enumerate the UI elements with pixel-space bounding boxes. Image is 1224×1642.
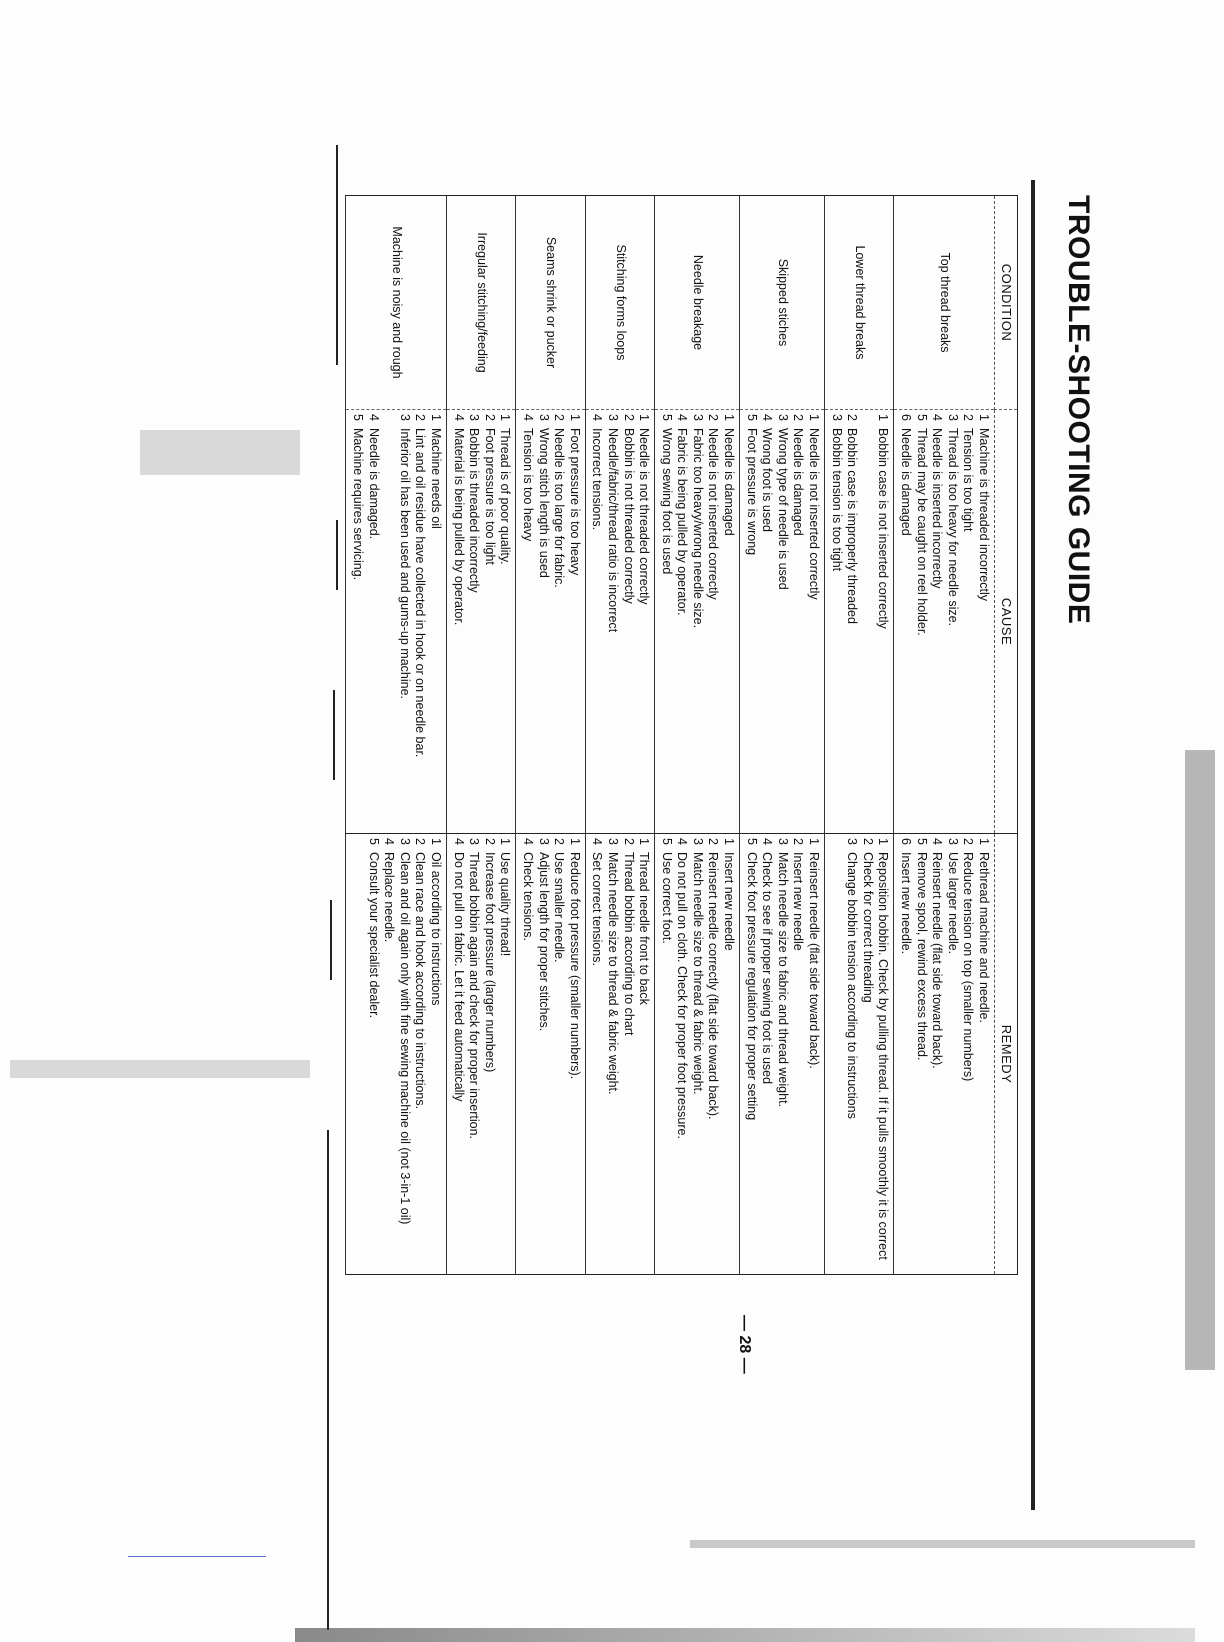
- remedy-text: Thread needle front to back: [637, 852, 652, 1005]
- cause-number: 2: [482, 414, 497, 421]
- cause-item: [396, 414, 412, 829]
- remedy-number: 5: [659, 838, 674, 845]
- cause-item: [913, 414, 929, 829]
- cause-item: [975, 414, 991, 829]
- cause-item: [381, 414, 397, 829]
- condition-cell: Needle breakage: [655, 196, 740, 410]
- remedy-number: 2: [791, 838, 806, 845]
- remedy-item: [620, 838, 636, 1270]
- remedy-number: 4: [930, 838, 945, 845]
- cause-text: Needle is too large for fabric.: [552, 428, 567, 588]
- cause-item: [412, 414, 428, 829]
- remedy-item: [875, 838, 891, 1270]
- remedy-text: Thread bobbin again and check for proper insertion.: [467, 852, 482, 1139]
- remedy-cell: [740, 834, 825, 1275]
- cause-text: Fabric is being pulled by operator.: [675, 428, 690, 616]
- cause-item: [743, 414, 759, 829]
- cause-text: Needle is not inserted correctly: [807, 428, 822, 600]
- cause-number: 5: [351, 414, 366, 421]
- remedy-item: [412, 838, 428, 1270]
- cause-text: Bobbin case is not inserted correctly: [876, 428, 891, 629]
- table-row: [516, 196, 585, 1275]
- cause-number: 2: [706, 414, 721, 421]
- remedy-item: [450, 838, 466, 1270]
- remedy-number: 3: [536, 838, 551, 845]
- remedy-text: Check for correct threading: [860, 852, 875, 1003]
- cause-item: [589, 414, 605, 829]
- remedy-text: Adjust length for proper stitches.: [536, 852, 551, 1032]
- remedy-item: [805, 838, 821, 1270]
- cause-text: Wrong sewing foot is used: [659, 428, 674, 575]
- cause-item: [828, 414, 844, 829]
- cause-number: 5: [659, 414, 674, 421]
- cause-number: 3: [690, 414, 705, 421]
- remedy-text: Insert new needle.: [899, 852, 914, 955]
- remedy-text: Check to see if proper sewing foot is used: [760, 852, 775, 1085]
- remedy-number: 3: [775, 838, 790, 845]
- cause-text: Needle is damaged: [791, 428, 806, 536]
- remedy-item: [636, 838, 652, 1270]
- remedy-text: Match needle size to fabric and thread weight.: [775, 852, 790, 1108]
- remedy-item: [743, 838, 759, 1270]
- remedy-item: [689, 838, 705, 1270]
- remedy-text: Increase foot pressure (larger numbers): [482, 852, 497, 1073]
- remedy-item: [519, 838, 535, 1270]
- scan-bottom-edge: [295, 1628, 1195, 1642]
- remedy-text: Clean and oil again only with fine sewing machine oil (not 3-in-1 oil): [397, 852, 412, 1225]
- table-row: [655, 196, 740, 1275]
- remedy-item: [381, 838, 397, 1270]
- table-body: [346, 196, 995, 1275]
- remedy-text: Do not pull on fabric. Let it feed automatically: [451, 852, 466, 1102]
- remedy-item: [844, 838, 860, 1270]
- cause-text: Machine is threaded incorrectly: [977, 428, 991, 601]
- cause-item: [705, 414, 721, 829]
- remedy-item: [859, 838, 875, 1270]
- cause-cell: [516, 410, 585, 834]
- cause-item: [790, 414, 806, 829]
- remedy-text: Reduce foot pressure (smaller numbers).: [567, 852, 582, 1080]
- cause-text: Material is being pulled by operator.: [451, 428, 466, 626]
- cause-text: Fabric too heavy/wrong needle size.: [690, 428, 705, 629]
- trouble-shooting-table: [345, 195, 1018, 1275]
- cause-item: [875, 414, 891, 829]
- condition-cell: Lower thread breaks: [825, 196, 894, 410]
- cause-item: [349, 414, 365, 829]
- cause-number: 3: [829, 414, 844, 421]
- remedy-number: 5: [744, 838, 759, 845]
- remedy-item: [897, 838, 913, 1270]
- remedy-number: 1: [977, 838, 991, 845]
- cause-number: 3: [605, 414, 620, 421]
- cause-number: 1: [637, 414, 652, 421]
- remedy-item: [913, 838, 929, 1270]
- table-row: [346, 196, 447, 1275]
- cause-text: Bobbin case is improperly threaded: [845, 428, 860, 624]
- cause-item: [721, 414, 737, 829]
- remedy-cell: [825, 834, 894, 1275]
- cause-number: 1: [807, 414, 822, 421]
- rotated-page: [195, 180, 1095, 1520]
- cause-number: 6: [899, 414, 914, 421]
- cause-number: 4: [451, 414, 466, 421]
- remedy-item: [759, 838, 775, 1270]
- remedy-number: 4: [675, 838, 690, 845]
- remedy-text: Reposition bobbin. Check by pulling thread. If it pulls smoothly it is correct: [876, 852, 891, 1260]
- cause-text: Tension is too tight: [961, 428, 976, 532]
- cause-item: [859, 414, 875, 829]
- cause-text: Inferior oil has been used and gums-up machine.: [397, 428, 412, 699]
- remedy-item: [589, 838, 605, 1270]
- cause-item: [551, 414, 567, 829]
- remedy-item: [535, 838, 551, 1270]
- cause-text: Thread is of poor quality.: [498, 428, 513, 565]
- cause-number: 4: [590, 414, 605, 421]
- cause-cell: [825, 410, 894, 834]
- remedy-number: 3: [845, 838, 860, 845]
- remedy-item: [774, 838, 790, 1270]
- remedy-number: 2: [621, 838, 636, 845]
- cause-cell: [894, 410, 995, 834]
- condition-cell: Irregular stitching/feeding: [447, 196, 516, 410]
- cause-item: [365, 414, 381, 829]
- cause-number: 2: [845, 414, 860, 421]
- remedy-item: [481, 838, 497, 1270]
- remedy-item: [396, 838, 412, 1270]
- cause-cell: [447, 410, 516, 834]
- remedy-text: Set correct tensions.: [590, 852, 605, 966]
- cause-text: Needle/fabric/thread ratio is incorrect: [605, 428, 620, 633]
- remedy-item: [929, 838, 945, 1270]
- cause-number: 2: [791, 414, 806, 421]
- remedy-item: [705, 838, 721, 1270]
- cause-text: Needle is not inserted correctly: [706, 428, 721, 600]
- remedy-item: [551, 838, 567, 1270]
- table-row: [447, 196, 516, 1275]
- remedy-number: 1: [637, 838, 652, 845]
- remedy-text: Reduce tension on top (smaller numbers): [961, 852, 976, 1082]
- cause-number: 2: [552, 414, 567, 421]
- remedy-number: 6: [899, 838, 914, 845]
- remedy-item: [604, 838, 620, 1270]
- cause-number: [381, 414, 397, 428]
- remedy-number: 3: [605, 838, 620, 845]
- remedy-cell: [655, 834, 740, 1275]
- remedy-item: [365, 838, 381, 1270]
- remedy-number: 1: [429, 838, 443, 845]
- remedy-number: 4: [590, 838, 605, 845]
- scan-grey-bar: [690, 1540, 1195, 1548]
- remedy-text: Rethread machine and needle.: [977, 852, 991, 1023]
- cause-number: 3: [775, 414, 790, 421]
- cause-item: [774, 414, 790, 829]
- cause-text: Bobbin is not threaded correctly: [621, 428, 636, 604]
- cause-item: [604, 414, 620, 829]
- cause-item: [689, 414, 705, 829]
- remedy-cell: [447, 834, 516, 1275]
- remedy-item: [497, 838, 513, 1270]
- cause-text: Incorrect tensions.: [590, 428, 605, 531]
- table-row: [740, 196, 825, 1275]
- cause-item: [897, 414, 913, 829]
- remedy-text: Use quality thread!: [498, 852, 513, 957]
- cause-number: 2: [413, 414, 428, 421]
- cause-number: 1: [498, 414, 513, 421]
- remedy-cell: [346, 834, 447, 1275]
- remedy-text: Consult your specialist dealer.: [366, 852, 381, 1019]
- cause-item: [450, 414, 466, 829]
- cause-item: [658, 414, 674, 829]
- cause-item: [620, 414, 636, 829]
- cause-text: Bobbin is threaded incorrectly: [467, 428, 482, 593]
- cause-item: [519, 414, 535, 829]
- remedy-item: [674, 838, 690, 1270]
- remedy-number: 5: [366, 838, 381, 845]
- cause-text: Bobbin tension is too tight: [829, 428, 844, 572]
- cause-number: 3: [467, 414, 482, 421]
- remedy-text: Oil according to instructions: [429, 852, 443, 1006]
- cause-item: [759, 414, 775, 829]
- remedy-cell: [516, 834, 585, 1275]
- remedy-text: Reinsert needle (flat side toward back).: [807, 852, 822, 1069]
- cause-number: 1: [977, 414, 991, 421]
- remedy-text: Change bobbin tension according to instructions: [845, 852, 860, 1119]
- remedy-number: 1: [876, 838, 891, 845]
- remedy-cell: [894, 834, 995, 1275]
- cause-text: Lint and oil residue have collected in hook or on needle bar.: [413, 428, 428, 758]
- title-rule: [1031, 180, 1035, 1510]
- remedy-text: Thread bobbin according to chart: [621, 852, 636, 1036]
- remedy-number: 4: [451, 838, 466, 845]
- remedy-item: [960, 838, 976, 1270]
- remedy-text: Do not pull on cloth. Check for proper foot pressure.: [675, 852, 690, 1139]
- remedy-text: Check foot pressure regulation for proper setting: [744, 852, 759, 1121]
- remedy-item: [721, 838, 737, 1270]
- cause-text: Foot pressure is too heavy: [567, 428, 582, 576]
- remedy-cell: [585, 834, 654, 1275]
- remedy-item: [427, 838, 443, 1270]
- cause-item: [805, 414, 821, 829]
- cause-number: 4: [675, 414, 690, 421]
- table-row: [894, 196, 995, 1275]
- cause-number: 2: [621, 414, 636, 421]
- remedy-item: [975, 838, 991, 1270]
- cause-number: 3: [536, 414, 551, 421]
- remedy-text: Check tensions.: [520, 852, 535, 941]
- cause-number: 4: [760, 414, 775, 421]
- cause-item: [844, 414, 860, 829]
- remedy-text: Reinsert needle correctly (flat side toward back).: [706, 852, 721, 1120]
- cause-item: [566, 414, 582, 829]
- remedy-number: 4: [520, 838, 535, 845]
- table-row: [585, 196, 654, 1275]
- remedy-number: 2: [860, 838, 875, 845]
- cause-text: Machine requires servicing.: [351, 428, 366, 581]
- cause-text: Thread is too heavy for needle size.: [945, 428, 960, 627]
- cause-cell: [655, 410, 740, 834]
- remedy-number: 3: [397, 838, 412, 845]
- cause-text: Needle is damaged: [722, 428, 737, 536]
- remedy-item: [944, 838, 960, 1270]
- condition-cell: Top thread breaks: [894, 196, 995, 410]
- remedy-number: 2: [706, 838, 721, 845]
- cause-text: Needle is damaged.: [366, 428, 381, 540]
- remedy-number: 1: [722, 838, 737, 845]
- condition-cell: Stitching forms loops: [585, 196, 654, 410]
- remedy-number: 2: [482, 838, 497, 845]
- cause-cell: [346, 410, 447, 834]
- remedy-text: Clean race and hook according to instructions.: [413, 852, 428, 1110]
- cause-number: 1: [429, 414, 443, 421]
- remedy-text: Reinsert needle (flat side toward back).: [930, 852, 945, 1069]
- header-remedy: REMEDY: [995, 834, 1018, 1275]
- remedy-item: [658, 838, 674, 1270]
- cause-number: 1: [722, 414, 737, 421]
- cause-item: [497, 414, 513, 829]
- remedy-number: 3: [945, 838, 960, 845]
- header-condition: CONDITION: [995, 196, 1018, 410]
- remedy-item: [566, 838, 582, 1270]
- remedy-number: 1: [567, 838, 582, 845]
- remedy-number: 3: [690, 838, 705, 845]
- remedy-item: [466, 838, 482, 1270]
- remedy-text: Use smaller needle.: [552, 852, 567, 963]
- page-number: — 28 —: [736, 1315, 753, 1374]
- cause-item: [481, 414, 497, 829]
- cause-text: Needle is inserted incorrectly: [930, 428, 945, 589]
- cause-text: Needle is not threaded correctly: [637, 428, 652, 605]
- cause-number: 1: [567, 414, 582, 421]
- cause-text: Wrong type of needle is used: [775, 428, 790, 590]
- cause-cell: [740, 410, 825, 834]
- remedy-number: 4: [382, 838, 397, 845]
- cause-text: Wrong foot is used: [760, 428, 775, 532]
- cause-text: Thread may be caught on reel holder.: [914, 428, 929, 636]
- cause-number: 4: [930, 414, 945, 421]
- remedy-number: 1: [498, 838, 513, 845]
- page-title: TROUBLE-SHOOTING GUIDE: [1062, 195, 1095, 625]
- remedy-number: 5: [914, 838, 929, 845]
- remedy-number: 3: [467, 838, 482, 845]
- cause-number: 1: [876, 414, 891, 421]
- remedy-text: Match needle size to thread & fabric weight.: [605, 852, 620, 1095]
- cause-number: [859, 414, 875, 428]
- cause-item: [929, 414, 945, 829]
- scan-speckle: [1185, 750, 1215, 1370]
- scan-blue-line: [128, 1556, 266, 1557]
- remedy-number: 2: [413, 838, 428, 845]
- remedy-text: Replace needle.: [382, 852, 397, 943]
- cause-number: 4: [366, 414, 381, 421]
- remedy-number: 2: [552, 838, 567, 845]
- remedy-text: Use larger needle.: [945, 852, 960, 955]
- remedy-number: 1: [807, 838, 822, 845]
- remedy-text: Match needle size to thread & fabric weight.: [690, 852, 705, 1095]
- cause-text: Needle is damaged: [899, 428, 914, 536]
- cause-number: 3: [945, 414, 960, 421]
- cause-item: [427, 414, 443, 829]
- table-row: [825, 196, 894, 1275]
- remedy-text: Insert new needle: [791, 852, 806, 951]
- cause-item: [944, 414, 960, 829]
- cause-cell: [585, 410, 654, 834]
- cause-number: 4: [520, 414, 535, 421]
- cause-number: 2: [961, 414, 976, 421]
- cause-number: 5: [744, 414, 759, 421]
- remedy-text: Remove spool, rewind excess thread.: [914, 852, 929, 1061]
- condition-cell: Skipped stiches: [740, 196, 825, 410]
- condition-cell: Machine is noisy and rough: [346, 196, 447, 410]
- cause-text: Foot pressure is too light: [482, 428, 497, 565]
- remedy-number: 4: [760, 838, 775, 845]
- cause-text: Machine needs oil: [429, 428, 443, 529]
- condition-cell: Seams shrink or pucker: [516, 196, 585, 410]
- cause-item: [466, 414, 482, 829]
- remedy-text: Use correct foot.: [659, 852, 674, 944]
- cause-text: Wrong stitch length is used: [536, 428, 551, 578]
- cause-item: [535, 414, 551, 829]
- cause-text: Foot pressure is wrong: [744, 428, 759, 556]
- header-cause: CAUSE: [995, 410, 1018, 834]
- cause-number: 5: [914, 414, 929, 421]
- remedy-text: Insert new needle: [722, 852, 737, 951]
- remedy-number: 2: [961, 838, 976, 845]
- cause-item: [674, 414, 690, 829]
- cause-text: [381, 428, 397, 829]
- cause-item: [960, 414, 976, 829]
- cause-number: 3: [397, 414, 412, 421]
- cause-text: [859, 428, 875, 829]
- cause-item: [636, 414, 652, 829]
- cause-text: Tension is too heavy: [520, 428, 535, 542]
- remedy-item: [790, 838, 806, 1270]
